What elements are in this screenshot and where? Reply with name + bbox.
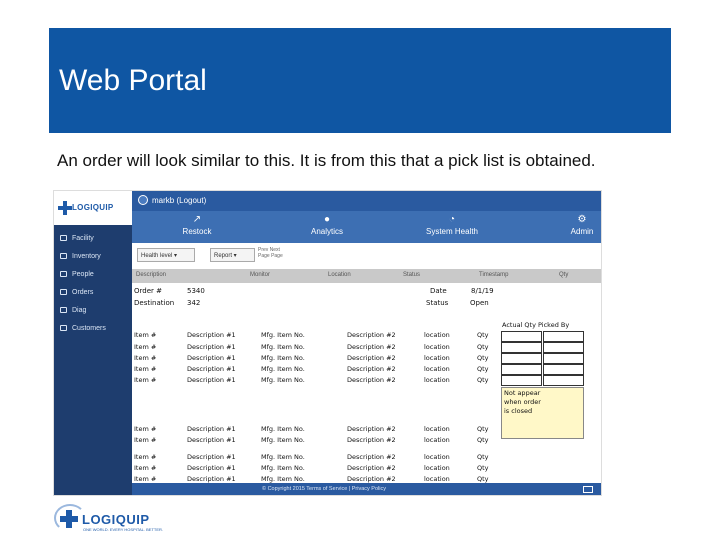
- user-menu[interactable]: markb (Logout): [138, 195, 206, 205]
- portal-logo-text: LOGIQUIP: [72, 203, 114, 212]
- cell-qty: Qty: [477, 436, 489, 444]
- cell-qty: Qty: [477, 464, 489, 472]
- cell-description-1: Description #1: [187, 464, 236, 472]
- picked-by-cell[interactable]: [543, 331, 584, 342]
- cell-location: location: [424, 475, 450, 483]
- portal-navbar: [132, 211, 602, 243]
- col-location[interactable]: Location: [328, 272, 351, 278]
- tab-analytics[interactable]: ● Analytics: [310, 214, 343, 236]
- slide-title: Web Portal: [59, 64, 207, 97]
- footer-logo-tagline: ONE WORLD. EVERY HOSPITAL. BETTER.: [83, 527, 164, 532]
- cell-description-2: Description #2: [347, 376, 396, 384]
- cell-qty: Qty: [477, 331, 489, 339]
- footer-logo-text: LOGIQUIP: [82, 512, 150, 527]
- order-label: Order #: [134, 287, 162, 295]
- cell-description-2: Description #2: [347, 436, 396, 444]
- picked-by-cell[interactable]: [543, 342, 584, 353]
- avatar-icon: [138, 195, 148, 205]
- footer-text: © Copyright 2015 Terms of Service | Privacy Policy: [262, 486, 386, 492]
- cell-qty: Qty: [477, 453, 489, 461]
- gear-icon: ⚙: [577, 214, 587, 225]
- chart-icon: [60, 307, 67, 313]
- cell-qty: Qty: [477, 425, 489, 433]
- cell-location: location: [424, 425, 450, 433]
- tab-restock[interactable]: ↗ Restock: [182, 214, 212, 236]
- cell-description-1: Description #1: [187, 453, 236, 461]
- cell-mfg-item-no: Mfg. Item No.: [261, 354, 305, 362]
- destination-label: Destination: [134, 299, 175, 307]
- cell-description-1: Description #1: [187, 365, 236, 373]
- status-label: Status: [426, 299, 449, 307]
- cell-item-number: Item #: [134, 365, 157, 373]
- cell-location: location: [424, 376, 450, 384]
- cell-description-2: Description #2: [347, 475, 396, 483]
- sidebar-item-facility[interactable]: Facility: [60, 231, 94, 245]
- tab-admin[interactable]: ⚙ Admin: [570, 214, 594, 236]
- people-icon: [60, 271, 67, 277]
- cell-item-number: Item #: [134, 331, 157, 339]
- title-bar: [49, 28, 671, 133]
- cell-location: location: [424, 331, 450, 339]
- portal-screenshot: [53, 190, 602, 496]
- building-icon: [60, 235, 67, 241]
- cell-qty: Qty: [477, 365, 489, 373]
- cell-description-1: Description #1: [187, 331, 236, 339]
- tab-system-health[interactable]: ◔ System Health: [425, 214, 479, 236]
- logiquip-cross-icon: [60, 510, 78, 528]
- report-select[interactable]: Report ▾: [210, 248, 255, 262]
- table-header: [132, 269, 602, 283]
- sidebar-item-diag[interactable]: Diag: [60, 303, 86, 317]
- filter-bar: [132, 243, 602, 269]
- actual-qty-cell[interactable]: [501, 353, 542, 364]
- col-timestamp[interactable]: Timestamp: [479, 272, 509, 278]
- actual-qty-cell[interactable]: [501, 331, 542, 342]
- cell-description-2: Description #2: [347, 343, 396, 351]
- col-qty[interactable]: Qty: [559, 272, 569, 278]
- cell-location: location: [424, 354, 450, 362]
- date-label: Date: [430, 287, 447, 295]
- cell-mfg-item-no: Mfg. Item No.: [261, 475, 305, 483]
- cell-location: location: [424, 436, 450, 444]
- cell-mfg-item-no: Mfg. Item No.: [261, 453, 305, 461]
- sidebar-item-inventory[interactable]: Inventory: [60, 249, 101, 263]
- cell-mfg-item-no: Mfg. Item No.: [261, 331, 305, 339]
- pager[interactable]: Prev Next Page Page: [258, 247, 283, 259]
- actual-qty-cell[interactable]: [501, 375, 542, 386]
- cell-item-number: Item #: [134, 354, 157, 362]
- actual-qty-cell[interactable]: [501, 364, 542, 375]
- trend-up-icon: ↗: [192, 214, 202, 225]
- col-status[interactable]: Status: [403, 272, 421, 278]
- cell-description-2: Description #2: [347, 425, 396, 433]
- cell-description-1: Description #1: [187, 343, 236, 351]
- cell-description-2: Description #2: [347, 331, 396, 339]
- cell-qty: Qty: [477, 354, 489, 362]
- pick-headers: Actual Qty Picked By: [502, 321, 570, 329]
- cell-qty: Qty: [477, 475, 489, 483]
- sidebar-item-customers[interactable]: Customers: [60, 321, 106, 335]
- cell-description-2: Description #2: [347, 354, 396, 362]
- orders-icon: [60, 289, 67, 295]
- status-value: Open: [470, 299, 489, 307]
- cell-item-number: Item #: [134, 453, 157, 461]
- picked-by-cell[interactable]: [543, 364, 584, 375]
- cell-description-1: Description #1: [187, 354, 236, 362]
- slide-caption: An order will look similar to this. It is from this that a pick list is obtained.: [57, 151, 596, 170]
- cell-location: location: [424, 343, 450, 351]
- cell-item-number: Item #: [134, 343, 157, 351]
- date-value: 8/1/19: [471, 287, 494, 295]
- cell-description-1: Description #1: [187, 425, 236, 433]
- cell-description-2: Description #2: [347, 464, 396, 472]
- item-row: [54, 463, 602, 474]
- cell-item-number: Item #: [134, 436, 157, 444]
- cell-qty: Qty: [477, 343, 489, 351]
- portal-topbar: [132, 191, 602, 211]
- cell-location: location: [424, 453, 450, 461]
- picked-by-cell[interactable]: [543, 353, 584, 364]
- sidebar-item-orders[interactable]: Orders: [60, 285, 93, 299]
- col-monitor[interactable]: Monitor: [250, 272, 271, 278]
- clock-icon: ◔: [448, 214, 456, 225]
- cell-item-number: Item #: [134, 376, 157, 384]
- sidebar-item-people[interactable]: People: [60, 267, 94, 281]
- destination-value: 342: [187, 299, 201, 307]
- cell-mfg-item-no: Mfg. Item No.: [261, 425, 305, 433]
- list-icon: [60, 253, 67, 259]
- cell-item-number: Item #: [134, 425, 157, 433]
- footer-logo: [46, 502, 176, 532]
- portal-footer: [132, 483, 602, 496]
- person-icon: ●: [323, 214, 331, 225]
- cell-qty: Qty: [477, 376, 489, 384]
- logiquip-cross-icon: [58, 201, 72, 215]
- cell-description-1: Description #1: [187, 436, 236, 444]
- cell-mfg-item-no: Mfg. Item No.: [261, 376, 305, 384]
- health-level-select[interactable]: Health level ▾: [137, 248, 195, 262]
- chat-icon[interactable]: [583, 486, 593, 493]
- cell-description-2: Description #2: [347, 453, 396, 461]
- cell-description-2: Description #2: [347, 365, 396, 373]
- cell-mfg-item-no: Mfg. Item No.: [261, 343, 305, 351]
- cell-description-1: Description #1: [187, 376, 236, 384]
- item-row: [54, 452, 602, 463]
- picked-by-cell[interactable]: [543, 375, 584, 386]
- closed-note: Not appear when order is closed: [501, 387, 584, 439]
- cell-description-1: Description #1: [187, 475, 236, 483]
- cell-mfg-item-no: Mfg. Item No.: [261, 436, 305, 444]
- cell-mfg-item-no: Mfg. Item No.: [261, 365, 305, 373]
- portal-logo[interactable]: [54, 191, 132, 225]
- cell-item-number: Item #: [134, 464, 157, 472]
- col-description[interactable]: Description: [136, 272, 167, 278]
- order-value: 5340: [187, 287, 205, 295]
- cell-item-number: Item #: [134, 475, 157, 483]
- actual-qty-cell[interactable]: [501, 342, 542, 353]
- cell-mfg-item-no: Mfg. Item No.: [261, 464, 305, 472]
- cell-location: location: [424, 464, 450, 472]
- cell-location: location: [424, 365, 450, 373]
